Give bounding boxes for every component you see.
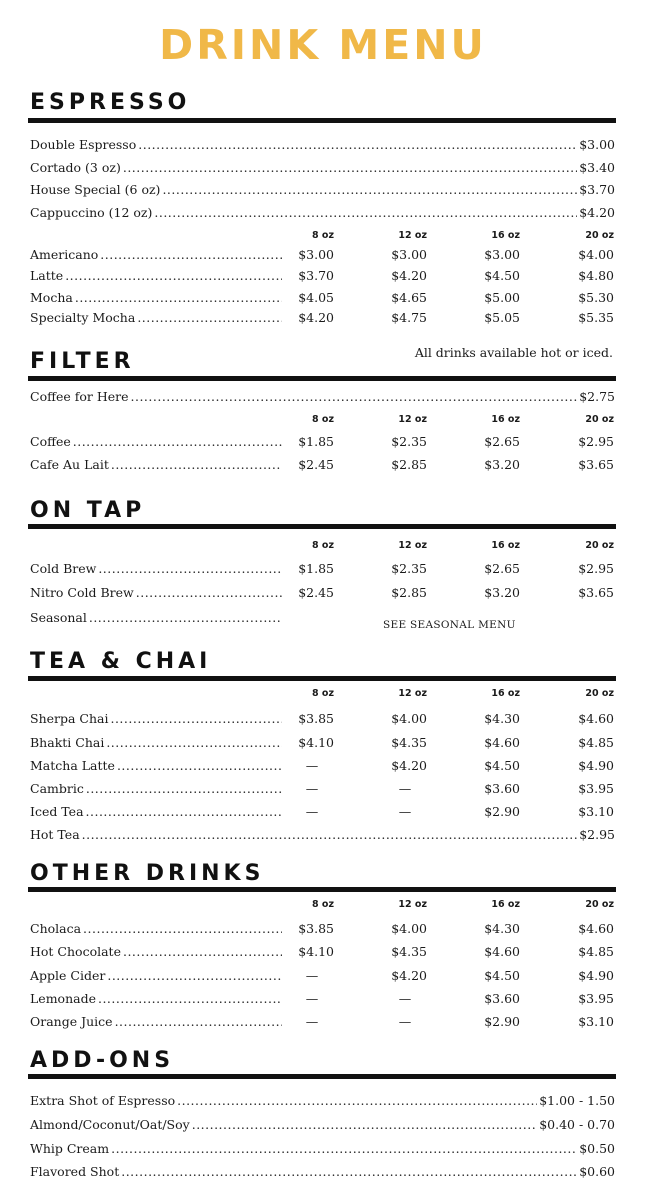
dot-leader — [192, 1117, 537, 1133]
dot-leader — [115, 1014, 282, 1030]
item-name: Cappuccino (12 oz) — [30, 205, 153, 220]
item-name: Extra Shot of Espresso — [30, 1093, 176, 1108]
filter-item-row — [30, 457, 282, 473]
item-name: Almond/Coconut/Oat/Soy — [30, 1117, 190, 1132]
size-label-8oz: 8 oz — [312, 414, 334, 425]
price-8oz: $4.10 — [298, 944, 334, 959]
item-price: $0.40 - 0.70 — [539, 1117, 615, 1132]
size-label-12oz: 12 oz — [398, 540, 427, 551]
size-label-12oz: 12 oz — [398, 899, 427, 910]
item-price: $2.75 — [579, 389, 615, 404]
price-12oz: — — [398, 804, 412, 819]
item-name: Flavored Shot — [30, 1164, 120, 1179]
dot-leader — [117, 758, 282, 774]
price-12oz: $4.20 — [391, 758, 427, 773]
price-12oz: — — [398, 781, 412, 796]
item-name: Bhakti Chai — [30, 735, 105, 750]
price-8oz: $4.20 — [298, 310, 334, 325]
price-20oz: $3.10 — [578, 1014, 614, 1029]
price-8oz: $3.85 — [298, 921, 334, 936]
item-name: Double Espresso — [30, 137, 137, 152]
tea-section-title: TEA & CHAI — [30, 649, 212, 674]
price-8oz: $4.10 — [298, 735, 334, 750]
price-20oz: $3.65 — [578, 585, 614, 600]
dot-leader — [123, 944, 282, 960]
item-name: House Special (6 oz) — [30, 182, 161, 197]
price-20oz: $2.95 — [578, 561, 614, 576]
dot-leader — [82, 827, 578, 843]
addons-item-row — [30, 1093, 615, 1109]
price-8oz: — — [305, 804, 319, 819]
dot-leader — [111, 457, 282, 473]
other-item-row — [30, 968, 282, 984]
size-label-12oz: 12 oz — [398, 688, 427, 699]
tea-item-row — [30, 735, 282, 751]
price-20oz: $3.95 — [578, 991, 614, 1006]
filter-section-title: FILTER — [30, 349, 135, 374]
price-20oz: $4.85 — [578, 735, 614, 750]
size-label-20oz: 20 oz — [585, 230, 614, 241]
price-12oz: $2.35 — [391, 434, 427, 449]
espresso-section-divider — [28, 118, 616, 123]
dot-leader — [111, 1141, 577, 1157]
item-price: $3.40 — [579, 160, 615, 175]
size-label-20oz: 20 oz — [585, 414, 614, 425]
item-name: Mocha — [30, 290, 73, 305]
price-12oz: — — [398, 1014, 412, 1029]
item-name: Cafe Au Lait — [30, 457, 109, 472]
item-name: Latte — [30, 268, 64, 283]
price-12oz: $4.00 — [391, 711, 427, 726]
dot-leader — [107, 968, 282, 984]
size-label-8oz: 8 oz — [312, 230, 334, 241]
size-label-8oz: 8 oz — [312, 688, 334, 699]
item-name: Apple Cider — [30, 968, 106, 983]
price-20oz: $3.65 — [578, 457, 614, 472]
menu-title: DRINK MENU — [159, 21, 487, 69]
price-20oz: $4.80 — [578, 268, 614, 283]
size-label-12oz: 12 oz — [398, 230, 427, 241]
addons-section-divider — [28, 1074, 616, 1079]
filter-item-row — [30, 389, 615, 405]
price-8oz: — — [305, 968, 319, 983]
addons-section-title: ADD-ONS — [30, 1048, 175, 1073]
price-20oz: $5.30 — [578, 290, 614, 305]
dot-leader — [75, 290, 282, 306]
price-16oz: $3.60 — [484, 991, 520, 1006]
price-16oz: $3.20 — [484, 457, 520, 472]
price-16oz: $4.60 — [484, 735, 520, 750]
size-label-8oz: 8 oz — [312, 540, 334, 551]
espresso-item-row — [30, 310, 282, 326]
price-16oz: $5.05 — [484, 310, 520, 325]
item-name: Cold Brew — [30, 561, 97, 576]
espresso-item-row — [30, 160, 615, 176]
price-12oz: $3.00 — [391, 247, 427, 262]
size-label-16oz: 16 oz — [491, 899, 520, 910]
price-12oz: $4.75 — [391, 310, 427, 325]
dot-leader — [106, 735, 282, 751]
item-name: Cambric — [30, 781, 84, 796]
dot-leader — [98, 991, 282, 1007]
size-label-8oz: 8 oz — [312, 899, 334, 910]
other-section-title: OTHER DRINKS — [30, 861, 265, 886]
other-item-row — [30, 991, 282, 1007]
other-item-row — [30, 921, 282, 937]
tea-item-row — [30, 711, 282, 727]
price-20oz: $4.60 — [578, 921, 614, 936]
price-16oz: $3.60 — [484, 781, 520, 796]
on-tap-section-divider — [28, 524, 616, 529]
price-8oz: — — [305, 1014, 319, 1029]
dot-leader — [110, 711, 282, 727]
on-tap-item-row — [30, 561, 282, 577]
filter-section-divider — [28, 376, 616, 381]
addons-item-row — [30, 1117, 615, 1133]
item-price: $4.20 — [579, 205, 615, 220]
price-16oz: $4.50 — [484, 758, 520, 773]
tea-item-row — [30, 804, 282, 820]
tea-item-row — [30, 758, 282, 774]
other-size-header — [0, 897, 646, 913]
item-name: Seasonal — [30, 610, 87, 625]
dot-leader — [86, 804, 282, 820]
on-tap-size-header — [0, 538, 646, 554]
dot-leader — [154, 205, 577, 221]
size-label-20oz: 20 oz — [585, 899, 614, 910]
dot-leader — [136, 585, 282, 601]
dot-leader — [137, 310, 282, 326]
price-16oz: $5.00 — [484, 290, 520, 305]
price-12oz: $4.20 — [391, 268, 427, 283]
dot-leader — [100, 247, 282, 263]
other-section-divider — [28, 887, 616, 892]
price-20oz: $3.10 — [578, 804, 614, 819]
price-20oz: $2.95 — [578, 434, 614, 449]
price-20oz: $4.90 — [578, 758, 614, 773]
size-label-12oz: 12 oz — [398, 414, 427, 425]
espresso-item-row — [30, 290, 282, 306]
price-20oz: $3.95 — [578, 781, 614, 796]
espresso-size-header — [0, 228, 646, 244]
price-8oz: $4.05 — [298, 290, 334, 305]
on-tap-item-row — [30, 610, 282, 626]
dot-leader — [86, 781, 282, 797]
item-name: Coffee — [30, 434, 71, 449]
price-20oz: $4.00 — [578, 247, 614, 262]
price-8oz: — — [305, 758, 319, 773]
filter-size-header — [0, 412, 646, 428]
price-20oz: $4.85 — [578, 944, 614, 959]
size-label-20oz: 20 oz — [585, 688, 614, 699]
dot-leader — [73, 434, 282, 450]
price-8oz: $3.70 — [298, 268, 334, 283]
tea-section-divider — [28, 676, 616, 681]
on-tap-item-row — [30, 585, 282, 601]
item-name: Hot Chocolate — [30, 944, 121, 959]
item-name: Orange Juice — [30, 1014, 113, 1029]
dot-leader — [65, 268, 282, 284]
price-16oz: $4.30 — [484, 711, 520, 726]
espresso-item-row — [30, 205, 615, 221]
price-12oz: $2.85 — [391, 585, 427, 600]
item-price: $0.60 — [579, 1164, 615, 1179]
size-label-16oz: 16 oz — [491, 414, 520, 425]
espresso-item-row — [30, 182, 615, 198]
item-name: Hot Tea — [30, 827, 80, 842]
espresso-item-row — [30, 247, 282, 263]
price-16oz: $3.20 — [484, 585, 520, 600]
dot-leader — [89, 610, 282, 626]
price-16oz: $4.50 — [484, 968, 520, 983]
price-16oz: $2.90 — [484, 804, 520, 819]
tea-item-row — [30, 781, 282, 797]
item-price: $3.00 — [579, 137, 615, 152]
dot-leader — [177, 1093, 537, 1109]
item-name: Nitro Cold Brew — [30, 585, 134, 600]
price-12oz: $4.65 — [391, 290, 427, 305]
item-price: $1.00 - 1.50 — [539, 1093, 615, 1108]
price-16oz: $4.60 — [484, 944, 520, 959]
tea-size-header — [0, 686, 646, 702]
price-8oz: $2.45 — [298, 457, 334, 472]
size-label-20oz: 20 oz — [585, 540, 614, 551]
price-8oz: $2.45 — [298, 585, 334, 600]
item-name: Specialty Mocha — [30, 310, 136, 325]
price-12oz: — — [398, 991, 412, 1006]
price-12oz: $2.35 — [391, 561, 427, 576]
size-label-16oz: 16 oz — [491, 688, 520, 699]
dot-leader — [131, 389, 578, 405]
dot-leader — [98, 561, 282, 577]
item-price: $0.50 — [579, 1141, 615, 1156]
filter-note: All drinks available hot or iced. — [414, 345, 613, 360]
on-tap-section-title: ON TAP — [30, 498, 146, 523]
price-16oz: $3.00 — [484, 247, 520, 262]
price-8oz: $3.00 — [298, 247, 334, 262]
price-8oz: — — [305, 991, 319, 1006]
espresso-section-title: ESPRESSO — [30, 90, 191, 115]
price-12oz: $4.00 — [391, 921, 427, 936]
price-20oz: $4.90 — [578, 968, 614, 983]
price-12oz: $4.35 — [391, 944, 427, 959]
seasonal-note: SEE SEASONAL MENU — [383, 619, 516, 631]
price-16oz: $4.50 — [484, 268, 520, 283]
price-16oz: $2.65 — [484, 561, 520, 576]
price-12oz: $2.85 — [391, 457, 427, 472]
other-item-row — [30, 1014, 282, 1030]
item-name: Whip Cream — [30, 1141, 110, 1156]
item-name: Sherpa Chai — [30, 711, 109, 726]
size-label-16oz: 16 oz — [491, 230, 520, 241]
price-20oz: $5.35 — [578, 310, 614, 325]
item-name: Coffee for Here — [30, 389, 129, 404]
price-16oz: $4.30 — [484, 921, 520, 936]
price-12oz: $4.35 — [391, 735, 427, 750]
item-name: Cholaca — [30, 921, 82, 936]
filter-item-row — [30, 434, 282, 450]
espresso-item-row — [30, 268, 282, 284]
price-8oz: — — [305, 781, 319, 796]
price-12oz: $4.20 — [391, 968, 427, 983]
price-16oz: $2.65 — [484, 434, 520, 449]
size-label-16oz: 16 oz — [491, 540, 520, 551]
addons-item-row — [30, 1164, 615, 1180]
dot-leader — [123, 160, 577, 176]
item-name: Matcha Latte — [30, 758, 115, 773]
item-name: Lemonade — [30, 991, 96, 1006]
price-16oz: $2.90 — [484, 1014, 520, 1029]
dot-leader — [121, 1164, 577, 1180]
price-8oz: $3.85 — [298, 711, 334, 726]
price-20oz: $4.60 — [578, 711, 614, 726]
dot-leader — [138, 137, 577, 153]
price-8oz: $1.85 — [298, 434, 334, 449]
dot-leader — [162, 182, 577, 198]
item-price: $2.95 — [579, 827, 615, 842]
item-name: Cortado (3 oz) — [30, 160, 121, 175]
item-price: $3.70 — [579, 182, 615, 197]
item-name: Iced Tea — [30, 804, 84, 819]
espresso-item-row — [30, 137, 615, 153]
dot-leader — [83, 921, 282, 937]
tea-item-row — [30, 827, 615, 843]
item-name: Americano — [30, 247, 99, 262]
addons-item-row — [30, 1141, 615, 1157]
other-item-row — [30, 944, 282, 960]
price-8oz: $1.85 — [298, 561, 334, 576]
